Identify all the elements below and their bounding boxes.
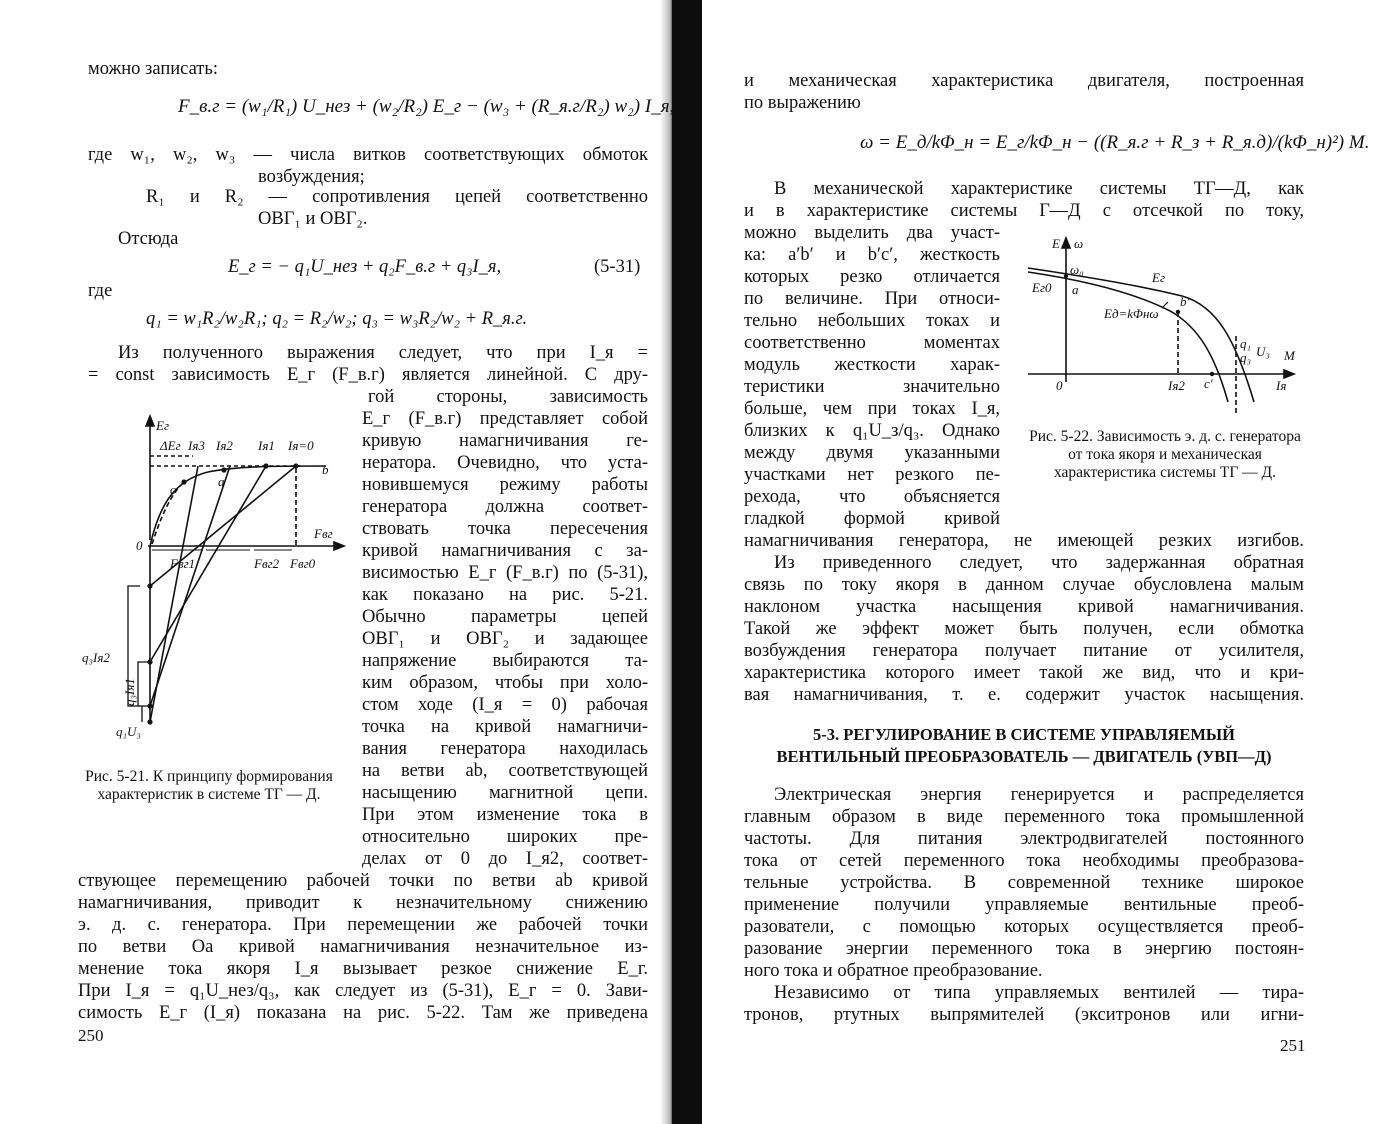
text-line: намагничивания, приводит к незначительному снижению [78,893,648,913]
fig21-magnetization-curve [150,466,326,546]
formula-fvg: F_в.г = (w₁/R₁) U_нез + (w₂/R₂) E_г − (w₃ + (R_я.г/R₂) w₂) I_я, [178,96,675,117]
fig21-point [147,719,152,724]
text-line: = const зависимость E_г (F_в.г) является линейной. С дру- [88,365,648,385]
text-line: ка: a′b′ и b′c′, жесткость [744,245,1000,265]
fig21-point [147,703,152,708]
fig21-dashed-curve [152,486,180,544]
text-line: которых резко отличается [744,267,1000,287]
figure-caption-5-22: Рис. 5-22. Зависимость э. д. с. генератора от тока якоря и механическая характеристика системы ТГ — Д. [1029,428,1301,481]
text-line: делах от 0 до I_я2, соответ- [362,849,648,869]
fig21-line-ia2 [150,466,230,706]
fig21-label-der: ΔEг [160,438,181,453]
fig21-label-ia3: Iя3 [188,438,205,453]
text-line: R₁ и R₂ — сопротивления цепей соответственно [146,187,648,207]
text-line: относительно широких пре- [362,827,648,847]
text-line: и механическая характеристика двигателя, построенная [744,71,1304,91]
text-line: применение получили управляемые вентильные преоб- [744,895,1304,915]
fig22-label-ia: Iя [1276,378,1287,393]
fig21-point-b [293,463,298,468]
text-line: кривую намагничивания ге- [362,431,648,451]
text-line: Из приведенного следует, что задержанная обратная [774,553,1304,573]
text-line: по выражению [744,93,861,113]
text-line: больше, чем при токах I_я, [744,399,1000,419]
text-line: вания генератора находилась [362,739,648,759]
section-heading: ВЕНТИЛЬНЫЙ ПРЕОБРАЗОВАТЕЛЬ — ДВИГАТЕЛЬ (УВП—Д) [776,747,1272,766]
text-line: по ветви Oa кривой намагничивания незначительное из- [78,937,648,957]
fig22-label-o: 0 [1056,378,1063,393]
text-line: генератора должна соответ- [362,497,648,517]
figure-5-22 [1022,232,1312,422]
fig22-label-a: a [1072,282,1079,297]
text-line: висимостью E_г (F_в.г) по (5-31), [362,563,648,583]
text-line: возбуждения генератора получает питание от усилителя, [744,641,1304,661]
fig21-point [147,659,152,664]
formula-er: E_г = − q₁U_нез + q₂F_в.г + q₃I_я, [228,257,502,277]
text-line: гладкой формой кривой [744,509,1000,529]
text-line: При I_я = q₁U_нез/q₃, как следует из (5-31), E_г = 0. Зави- [78,981,648,1001]
text-line: намагничивания генератора, не имеющей резких изгибов. [744,531,1304,551]
fig21-label-q3ia2: q₃Iя2 [82,650,110,665]
fig22-label-er0: Eг0 [1032,280,1052,295]
text-line: насыщению магнитной цепи. [362,783,648,803]
text-line: можно записать: [88,59,218,79]
text-line: точка на кривой намагничи- [362,717,648,737]
text-line: кривой намагничивания с за- [362,541,648,561]
fig21-label-fvg2: Fвг2 [254,556,280,571]
text-line: модуль жесткости харак- [744,355,1000,375]
formula-q: q₁ = w₁R₂/w₂R₁; q₂ = R₂/w₂; q₃ = w₃R₂/w₂ + R_я.г. [146,309,528,329]
text-line: близких к q₁U_з/q₃. Однако [744,421,1000,441]
text-line: соответственно моментах [744,333,1000,353]
text-line: где w₁, w₂, w₃ — числа витков соответствующих обмоток [88,145,648,165]
fig22-label-c: c′ [1204,376,1213,391]
page-number-left: 250 [78,1026,104,1045]
fig21-point [263,463,268,468]
fig21-arrow [334,542,344,550]
fig21-label-fvg1: Fвг1 [170,556,196,571]
fig22-arrow [1284,370,1294,378]
text-line: разователи, с помощью которых осуществляется преоб- [744,917,1304,937]
fig22-label-ia2: Iя2 [1168,378,1185,393]
fig21-point [147,583,152,588]
fig22-label-er: Eг [1152,270,1166,285]
fig21-arrow [146,416,154,426]
fig21-label-fvg0: Fвг0 [290,556,316,571]
text-line: связь по току якоря в данном случае обусловлена малым [744,575,1304,595]
text-line: участками нет резкого пе- [744,465,1000,485]
text-line: ствовать точка пересечения [362,519,648,539]
fig21-label-fvg: Fвг [314,526,333,541]
text-line: тока от сетей переменного тока необходимы преобразова- [744,851,1304,871]
fig22-label-b: b′ [1180,294,1190,309]
text-line: возбуждения; [258,167,365,187]
text-line: наклоном участка насыщения кривой намагничивания. [744,597,1304,617]
text-line: ким образом, чтобы при холо- [362,673,648,693]
text-line: ОВГ₁ и ОВГ₂ и задающее [362,629,648,649]
text-line: характеристика которого имеет такой же вид, что и кри- [744,663,1304,683]
text-line: ОВГ₁ и ОВГ₂. [258,209,368,229]
fig22-point-b [1176,310,1180,314]
page-number-right: 251 [1280,1036,1306,1055]
text-line: менение тока якоря I_я вызывает резкое снижение E_г. [78,959,648,979]
fig22-label-w: ω [1074,236,1084,251]
equation-number: (5-31) [594,257,641,277]
text-line: новившемуся режиму работы [362,475,648,495]
text-line: главным образом в виде переменного тока промышленной [744,807,1304,827]
fig21-brace-q3ia1 [138,662,148,706]
figure-5-21 [78,410,358,750]
fig21-label-o: 0 [136,538,143,553]
text-line: тронов, ртутных выпрямителей (экситронов или игни- [744,1005,1304,1025]
text-line: и в характеристике системы Г—Д с отсечкой по току, [744,201,1304,221]
right-page [702,0,1384,1124]
text-line: между двумя указанными [744,443,1000,463]
fig22-label-q1: q₁ [1240,336,1252,351]
text-line: Обычно параметры цепей [362,607,648,627]
fig21-point-c [181,479,186,484]
text-line: разование энергии переменного тока в энергию постоян- [744,939,1304,959]
text-line: E_г (F_в.г) представляет собой [362,409,648,429]
text-line: по величине. При относи- [744,289,1000,309]
fig21-label-q1u3: q₁U₃ [116,724,141,739]
section-heading: 5-3. РЕГУЛИРОВАНИЕ В СИСТЕМЕ УПРАВЛЯЕМЫЙ [813,725,1235,744]
text-line: э. д. с. генератора. При перемещении же рабочей точки [78,915,648,935]
text-line: Из полученного выражения следует, что при I_я = [118,343,648,363]
text-line: тельные устройства. В современной технике широкое [744,873,1304,893]
fig22-label-q3: q₃ [1240,350,1252,365]
text-line: При этом изменение тока в [362,805,648,825]
fig22-label-ed: Eд=kΦнω [1104,306,1159,321]
fig21-label-ia1: Iя1 [258,438,275,453]
fig22-point-a [1064,274,1068,278]
fig21-label-c: c [170,482,176,497]
fig22-ed-pointer [1162,302,1168,308]
fig22-label-m: M [1284,348,1295,363]
text-line: где [88,281,113,301]
figure-caption-5-21: Рис. 5-21. К принципу формирования характеристик в системе ТГ — Д. [85,768,333,803]
text-line: ного тока и обратное преобразование. [744,961,1043,981]
text-line: гой стороны, зависимость [368,387,648,407]
fig21-label-ia0: Iя=0 [288,438,314,453]
text-line: частоты. Для питания электродвигателей постоянного [744,829,1304,849]
text-line: вая намагничивания, т. е. содержит участок насыщения. [744,685,1304,705]
text-line: как показано на рис. 5-21. [362,585,648,605]
text-line: нератора. Очевидно, что уста- [362,453,648,473]
fig21-label-q3ia1: q₃Iя1 [122,678,137,706]
text-line: напряжение выбираются та- [362,651,648,671]
fig22-arrow [1062,238,1070,248]
fig22-label-u3: U₃ [1256,344,1270,359]
fig21-label-a: a [218,474,225,489]
fig21-label-b: b [322,462,329,477]
text-line: стом ходе (I_я = 0) рабочая [362,695,648,715]
text-line: симость E_г (I_я) показана на рис. 5-22. Там же приведена [78,1003,648,1023]
left-page [0,0,675,1124]
text-line: В механической характеристике системы ТГ—Д, как [774,179,1304,199]
fig21-label-er: Eг [156,418,170,433]
text-line: Электрическая энергия генерируется и распределяется [774,785,1304,805]
text-line: Такой же эффект может быть получен, если обмотка [744,619,1304,639]
book-spine [672,0,702,1124]
formula-omega: ω = E_д/kΦ_н = E_г/kΦ_н − ((R_я.г + R_з + R_я.д)/(kΦ_н)²) M. [860,132,1370,153]
text-line: Отсюда [118,229,179,249]
fig21-label-ia2: Iя2 [216,438,233,453]
text-line: теристики значительно [744,377,1000,397]
fig22-label-e: E [1052,236,1060,251]
text-line: Независимо от типа управляемых вентилей — тира- [774,983,1304,1003]
text-line: тельно небольших токах и [744,311,1000,331]
fig21-point-a [221,467,226,472]
text-line: можно выделить два участ- [744,223,1000,243]
text-line: рехода, что объясняется [744,487,1000,507]
fig22-label-w0: ω₀ [1070,262,1084,277]
text-line: ствующее перемещению рабочей точки по ветви ab кривой [78,871,648,891]
text-line: на ветви ab, соответствующей [362,761,648,781]
